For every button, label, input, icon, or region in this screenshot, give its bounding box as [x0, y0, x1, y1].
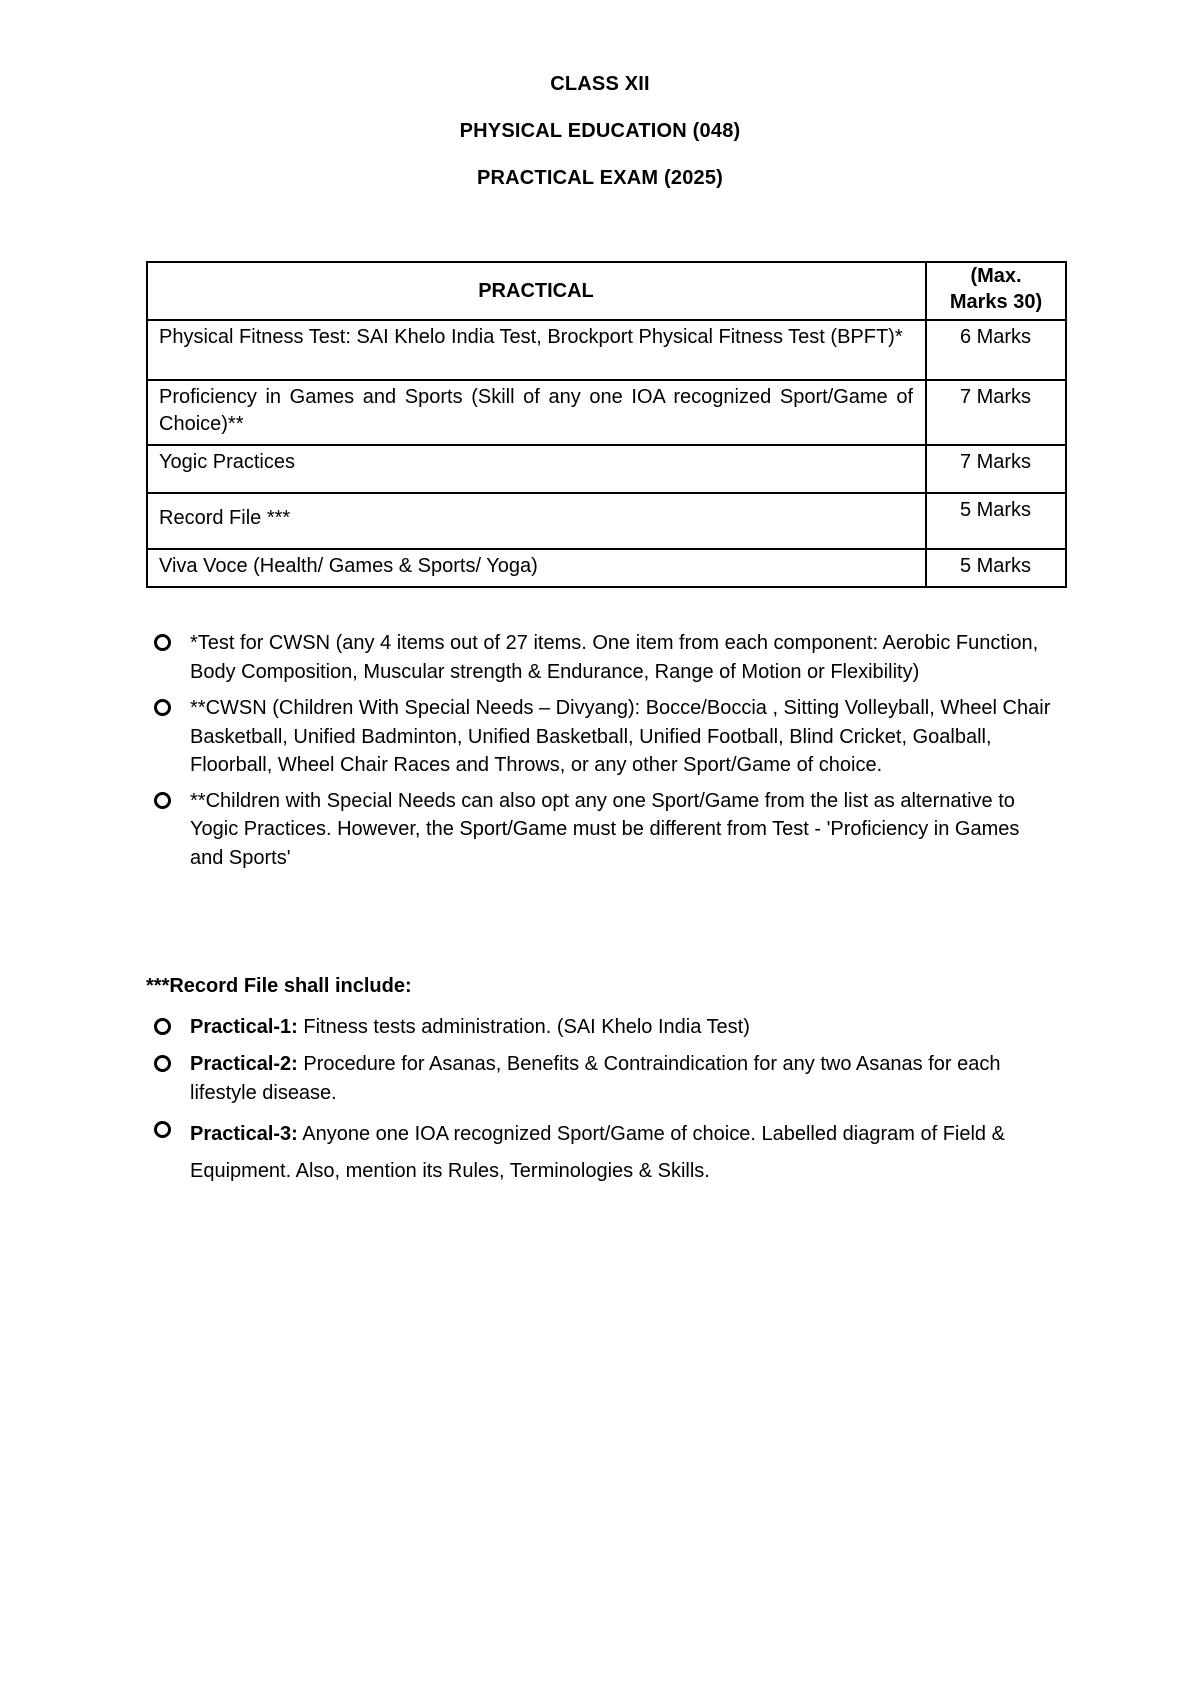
- table-row: [147, 445, 1066, 493]
- row-description: Yogic Practices: [147, 445, 926, 493]
- note-text: *Test for CWSN (any 4 items out of 27 items. One item from each component: Aerobic Function, Body Composition, Muscular strength & Endurance, Range of Motion or Flexibility): [190, 632, 1039, 683]
- row-marks: 7 Marks: [926, 445, 1066, 493]
- table-row: [147, 549, 1066, 587]
- record-item-label: Practical-3:: [190, 1123, 298, 1145]
- note-text: **Children with Special Needs can also opt any one Sport/Game from the list as alternative to Yogic Practices. However, the Sport/Game must be different from Test - 'Proficiency in Games and Sports': [190, 789, 1020, 869]
- subject-title: PHYSICAL EDUCATION (048): [459, 120, 741, 142]
- row-marks: 5 Marks: [926, 493, 1066, 549]
- row-description: Proficiency in Games and Sports (Skill of any one IOA recognized Sport/Game of Choice)**: [147, 380, 926, 445]
- record-item-text: Anyone one IOA recognized Sport/Game of choice. Labelled diagram of Field & Equipment. Also, mention its Rules, Terminologies & Skills.: [190, 1123, 1005, 1182]
- circle-bullet-icon: [154, 699, 171, 716]
- row-description: Viva Voce (Health/ Games & Sports/ Yoga): [147, 549, 926, 587]
- circle-bullet-icon: [154, 792, 171, 809]
- max-marks-line2: Marks 30): [949, 291, 1043, 313]
- table-row: [147, 493, 1066, 549]
- circle-bullet-icon: [154, 634, 171, 651]
- record-file-list: [154, 1013, 1054, 1190]
- record-item-label: Practical-2:: [190, 1053, 298, 1075]
- note-item: [154, 694, 1054, 780]
- note-text: **CWSN (Children With Special Needs – Divyang): Bocce/Boccia , Sitting Volleyball, Wheel Chair Basketball, Unified Badminton, Unified Basketball, Unified Football, Blind Cricket, Goalball, Floorball, Wheel Chair Races and Throws, or any other Sport/Game of choice.: [190, 697, 1051, 776]
- practical-header: PRACTICAL: [147, 262, 926, 320]
- record-item: [154, 1013, 1054, 1041]
- max-marks-line1: (Max.: [970, 265, 1022, 287]
- row-marks: 5 Marks: [926, 549, 1066, 587]
- record-item-text: Procedure for Asanas, Benefits & Contraindication for any two Asanas for each lifestyle disease.: [190, 1053, 1001, 1104]
- exam-title: PRACTICAL EXAM (2025): [476, 167, 724, 189]
- circle-bullet-icon: [154, 1121, 171, 1138]
- row-marks: 7 Marks: [926, 380, 1066, 445]
- marks-table: [146, 261, 1067, 588]
- row-marks: 6 Marks: [926, 320, 1066, 380]
- record-item-label: Practical-1:: [190, 1016, 298, 1038]
- max-marks-header: [926, 262, 1066, 320]
- table-row: [147, 380, 1066, 445]
- class-title: CLASS XII: [550, 73, 650, 95]
- table-header-row: [147, 262, 1066, 320]
- record-file-title: ***Record File shall include:: [146, 975, 412, 997]
- record-item: [154, 1050, 1054, 1107]
- table-row: [147, 320, 1066, 380]
- record-item-text: Fitness tests administration. (SAI Khelo India Test): [297, 1016, 750, 1038]
- circle-bullet-icon: [154, 1018, 171, 1035]
- circle-bullet-icon: [154, 1055, 171, 1072]
- notes-list: [154, 629, 1054, 872]
- note-item: [154, 787, 1054, 873]
- note-item: [154, 629, 1054, 687]
- record-item: [154, 1116, 1054, 1190]
- row-description: Physical Fitness Test: SAI Khelo India Test, Brockport Physical Fitness Test (BPFT)*: [147, 320, 926, 380]
- row-description: Record File ***: [147, 493, 926, 549]
